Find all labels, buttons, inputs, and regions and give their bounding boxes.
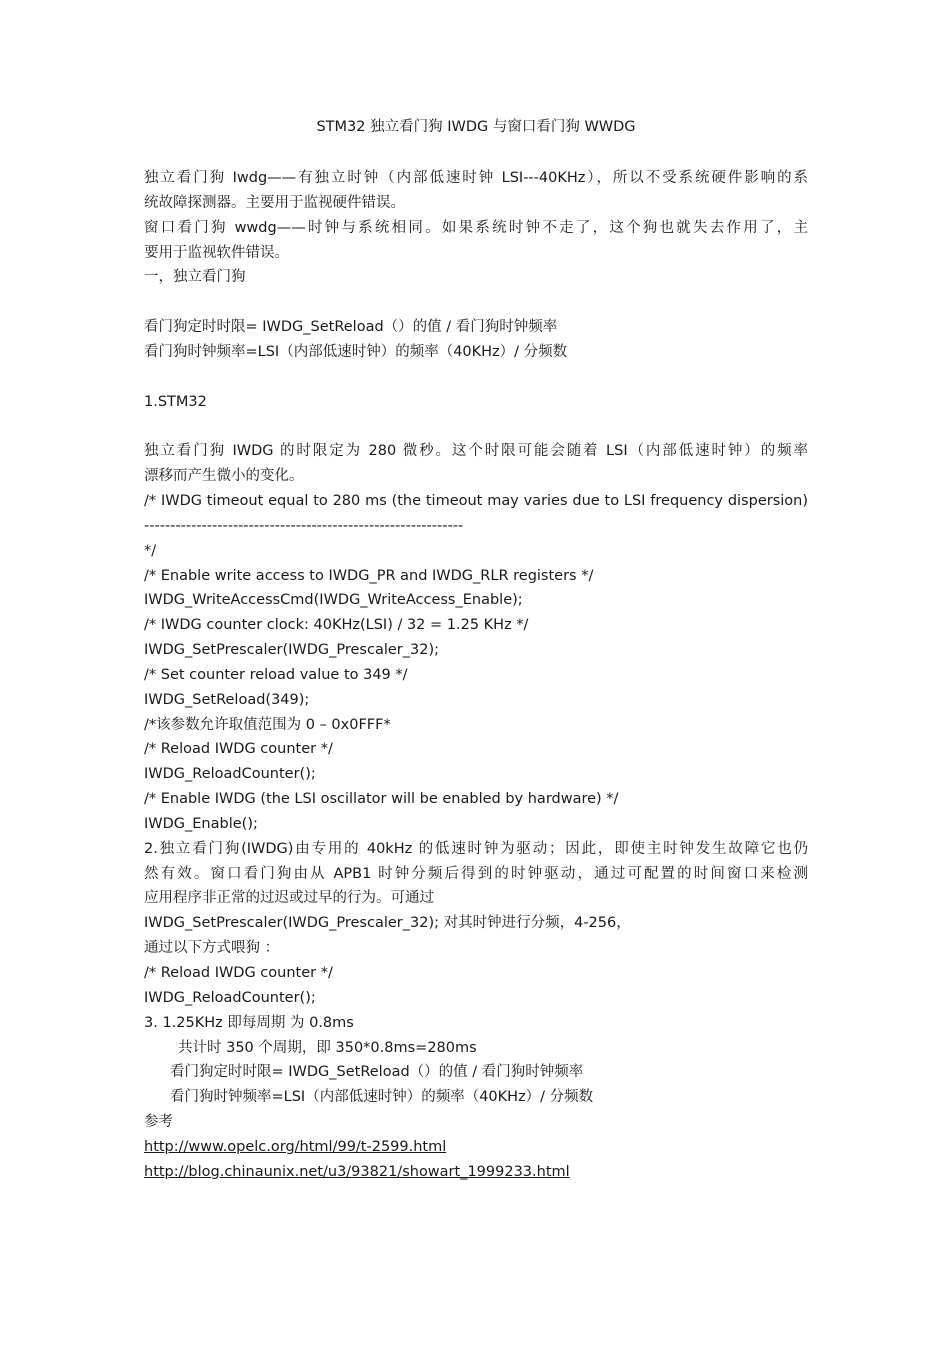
- text-line: /* Reload IWDG counter */: [144, 741, 333, 758]
- reference-link-row: [144, 1160, 808, 1185]
- text-line: IWDG_SetReload(349);: [144, 691, 310, 708]
- text-line: /* IWDG counter clock: 40KHz(LSI) / 32 = 1.25 KHz */: [144, 617, 529, 634]
- text-line: 共计时 350 个周期，即 350*0.8ms=280ms: [178, 1039, 477, 1056]
- text-line: /* Reload IWDG counter */: [144, 965, 333, 981]
- text-line: 看门狗定时时限= IWDG_SetReload（）的值 / 看门狗时钟频率: [144, 319, 558, 336]
- text-line: 独立看门狗 IWDG 的时限定为 280 微秒。这个时限可能会随着 LSI（内部低速时钟）的频率: [144, 443, 808, 460]
- text-line: IWDG_SetPrescaler(IWDG_Prescaler_32);: [144, 642, 439, 659]
- text-line: IWDG_Enable();: [144, 815, 258, 832]
- text-line: IWDG_SetPrescaler(IWDG_Prescaler_32); 对其时钟进行分频，4-256，: [144, 915, 631, 932]
- text-line: 3. 1.25KHz 即每周期 为 0.8ms: [144, 1014, 354, 1031]
- text-line: /* Enable write access to IWDG_PR and IWDG_RLR registers */: [144, 567, 594, 584]
- text-line: 看门狗时钟频率=LSI（内部低速时钟）的频率（40KHz）/ 分频数: [144, 343, 568, 360]
- reference-link[interactable]: http://www.opelc.org/html/99/t-2599.html: [144, 1138, 447, 1155]
- text-line: 2.独立看门狗(IWDG)由专用的 40kHz 的低速时钟为驱动；因此，即使主时钟发生故障它也仍: [144, 840, 808, 857]
- text-line: 通过以下方式喂狗 ：: [144, 940, 280, 957]
- text-line: 1.STM32: [144, 393, 207, 410]
- reference-link[interactable]: http://blog.chinaunix.net/u3/93821/showart_1999233.html: [144, 1163, 570, 1180]
- reference-link-row: [144, 1135, 808, 1160]
- text-line: /* Set counter reload value to 349 */: [144, 666, 408, 683]
- blank-line: [144, 365, 808, 390]
- text-line: 窗口看门狗 wwdg——时钟与系统相同。如果系统时钟不走了，这个狗也就失去作用了，主: [144, 219, 808, 236]
- blank-line: [144, 414, 808, 439]
- document-body: [144, 166, 808, 1185]
- text-line: 一，独立看门狗: [144, 269, 246, 286]
- text-line: 然有效。窗口看门狗由从 APB1 时钟分频后得到的时钟驱动，通过可配置的时间窗口来检测: [144, 865, 808, 882]
- text-line: 要用于监视软件错误。: [144, 244, 289, 261]
- text-line: 独立看门狗 Iwdg——有独立时钟（内部低速时钟 LSI---40KHz），所以不受系统硬件影响的系: [144, 170, 808, 186]
- blank-line: [144, 290, 808, 315]
- text-line: /*该参数允许取值范围为 0 – 0x0FFF*: [144, 716, 391, 733]
- text-line: /* IWDG timeout equal to 280 ms (the timeout may varies due to LSI frequency dispersion): [144, 492, 808, 509]
- text-line: 看门狗时钟频率=LSI（内部低速时钟）的频率（40KHz）/ 分频数: [170, 1089, 594, 1106]
- document-title: STM32 独立看门狗 IWDG 与窗口看门狗 WWDG: [316, 119, 636, 135]
- text-line: 参考: [144, 1114, 173, 1131]
- text-line: -------------------------------------------------------------: [144, 517, 464, 534]
- text-line: 漂移而产生微小的变化。: [144, 468, 304, 485]
- text-line: IWDG_ReloadCounter();: [144, 989, 316, 1006]
- text-line: /* Enable IWDG (the LSI oscillator will be enabled by hardware) */: [144, 791, 619, 808]
- text-line: IWDG_WriteAccessCmd(IWDG_WriteAccess_Enable);: [144, 592, 523, 609]
- text-line: */: [144, 542, 157, 559]
- text-line: IWDG_ReloadCounter();: [144, 766, 316, 783]
- text-line: 统故障探测器。主要用于监视硬件错误。: [144, 194, 405, 211]
- text-line: 看门狗定时时限= IWDG_SetReload（）的值 / 看门狗时钟频率: [170, 1064, 584, 1081]
- text-line: 应用程序非正常的过迟或过早的行为。可通过: [144, 890, 434, 907]
